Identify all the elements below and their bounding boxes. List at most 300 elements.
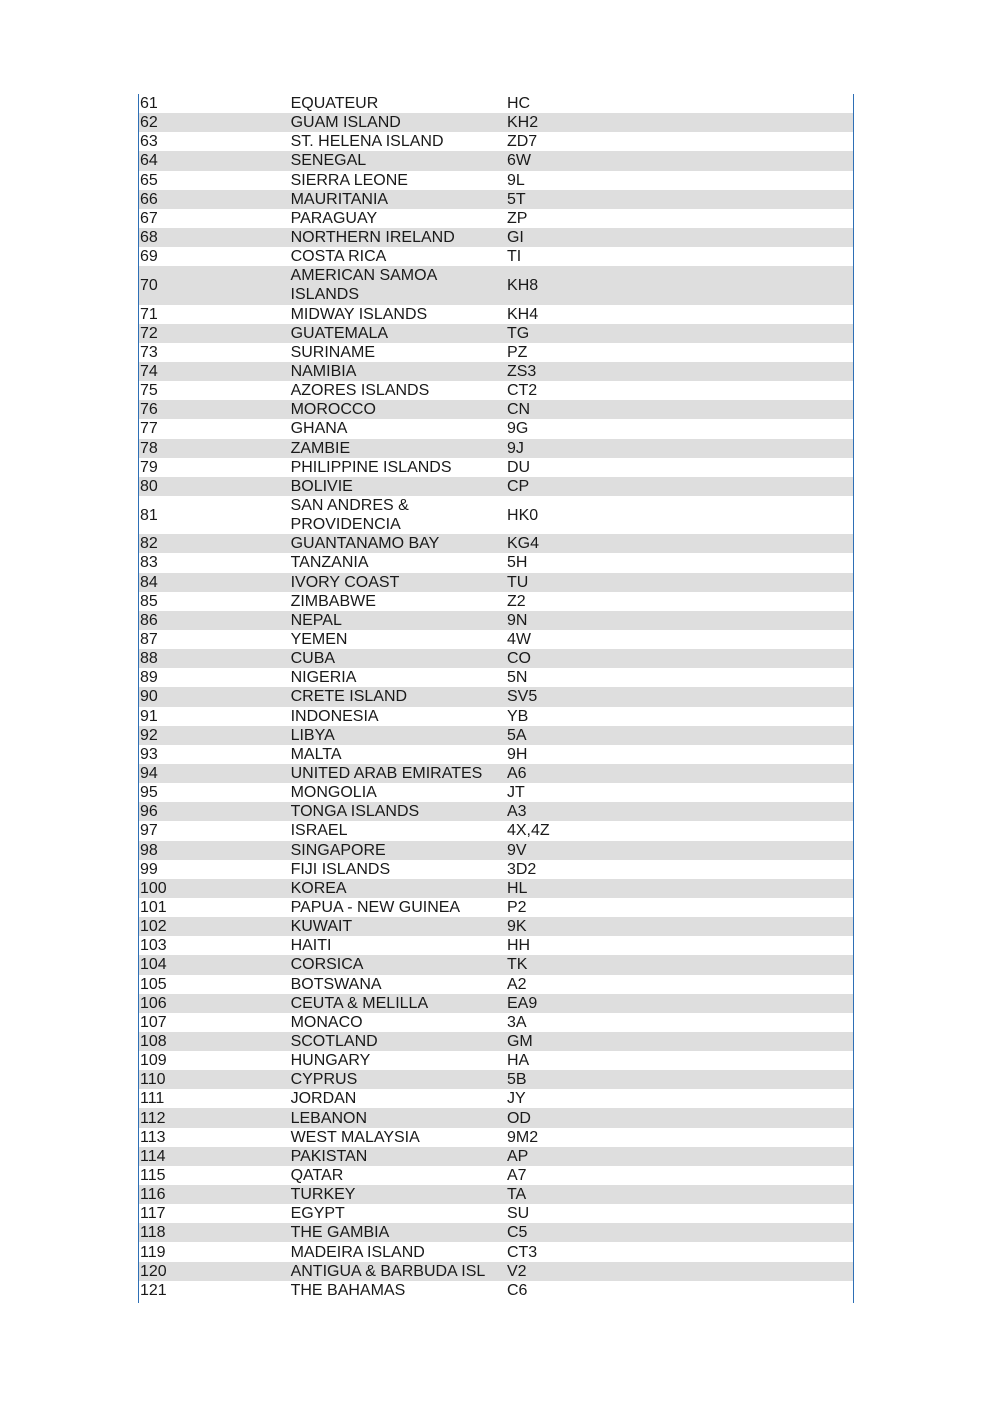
- call-prefix: 4X,4Z: [506, 822, 550, 840]
- table-row: [139, 228, 853, 247]
- empty-cell: [776, 1242, 853, 1261]
- empty-cell: [776, 305, 853, 324]
- country-name: CEUTA & MELILLA: [290, 994, 429, 1012]
- table-row: [139, 94, 853, 113]
- call-prefix: HC: [506, 95, 531, 113]
- call-prefix: 9G: [506, 420, 529, 438]
- call-prefix: 5B: [506, 1071, 527, 1089]
- table-row: [139, 592, 853, 611]
- row-number: 112: [140, 1109, 166, 1127]
- country-name: YEMEN: [290, 631, 348, 649]
- empty-cell: [776, 496, 853, 534]
- row-number: 87: [140, 631, 158, 649]
- table-row: [139, 324, 853, 343]
- empty-cell: [776, 324, 853, 343]
- table-row: [139, 611, 853, 630]
- country-name: NIGERIA: [290, 669, 357, 687]
- empty-cell: [776, 1204, 853, 1223]
- table-row: [139, 305, 853, 324]
- table-row: [139, 1013, 853, 1032]
- row-number: 101: [140, 899, 167, 916]
- empty-cell: [776, 630, 853, 649]
- row-number: 96: [140, 803, 158, 821]
- table-row: [139, 419, 853, 438]
- empty-cell: [776, 1070, 853, 1089]
- country-name: ANTIGUA & BARBUDA ISL: [290, 1262, 486, 1280]
- table-row: [139, 821, 853, 840]
- call-prefix: KG4: [506, 535, 539, 553]
- table-row: [139, 477, 853, 496]
- call-prefix: 5A: [506, 726, 527, 744]
- call-prefix: GI: [506, 229, 524, 247]
- call-prefix: 4W: [506, 631, 531, 649]
- country-name: LEBANON: [290, 1109, 368, 1127]
- country-name: MONGOLIA: [290, 784, 377, 802]
- empty-cell: [776, 1128, 853, 1147]
- row-number: 64: [140, 152, 158, 170]
- empty-cell: [776, 936, 853, 955]
- call-prefix: HA: [506, 1052, 530, 1070]
- table-row: [139, 266, 853, 304]
- table-row: [139, 1242, 853, 1261]
- table-row: [139, 209, 853, 228]
- empty-cell: [776, 707, 853, 726]
- empty-cell: [776, 1032, 853, 1051]
- call-prefix: SV5: [506, 688, 538, 706]
- row-number: 68: [140, 229, 158, 247]
- call-prefix: YB: [506, 707, 529, 725]
- row-number: 97: [140, 822, 158, 840]
- table-body: [139, 94, 853, 1300]
- row-number: 63: [140, 133, 158, 151]
- call-prefix: CO: [506, 650, 531, 668]
- empty-cell: [776, 1281, 853, 1300]
- row-number: 62: [140, 114, 158, 132]
- table-row: [139, 458, 853, 477]
- call-prefix: 9V: [506, 841, 527, 859]
- row-number: 82: [140, 535, 158, 553]
- empty-cell: [776, 1108, 853, 1127]
- country-name: SCOTLAND: [290, 1032, 378, 1050]
- table-row: [139, 1128, 853, 1147]
- empty-cell: [776, 132, 853, 151]
- empty-cell: [776, 209, 853, 228]
- row-number: 81: [140, 506, 158, 524]
- row-number: 107: [140, 1013, 167, 1031]
- table-row: [139, 1281, 853, 1300]
- row-number: 89: [140, 669, 158, 687]
- country-name: GHANA: [290, 420, 348, 438]
- table-row: [139, 343, 853, 362]
- call-prefix: TK: [506, 956, 528, 974]
- call-prefix: 3D2: [506, 860, 537, 878]
- row-number: 85: [140, 592, 158, 610]
- country-name: HAITI: [290, 937, 332, 955]
- country-name: PHILIPPINE ISLANDS: [290, 458, 452, 476]
- call-prefix: 9L: [506, 171, 525, 189]
- row-number: 117: [140, 1205, 166, 1223]
- country-name: PAPUA - NEW GUINEA: [290, 899, 461, 916]
- row-number: 93: [140, 745, 158, 763]
- call-prefix: V2: [506, 1262, 527, 1280]
- table-row: [139, 802, 853, 821]
- country-name: CUBA: [290, 650, 336, 668]
- country-name: TANZANIA: [290, 554, 369, 572]
- country-prefix-table: [138, 94, 854, 1303]
- country-name: JORDAN: [290, 1090, 357, 1108]
- row-number: 77: [140, 420, 158, 438]
- table-row: [139, 1032, 853, 1051]
- empty-cell: [776, 458, 853, 477]
- row-number: 116: [140, 1186, 166, 1204]
- country-name: GUAM ISLAND: [290, 114, 401, 132]
- row-number: 88: [140, 650, 158, 668]
- table-row: [139, 1108, 853, 1127]
- table-row: [139, 1089, 853, 1108]
- country-name: ZAMBIE: [290, 439, 351, 457]
- country-name: NAMIBIA: [290, 363, 357, 381]
- call-prefix: HL: [506, 879, 528, 897]
- table-row: [139, 247, 853, 266]
- country-name: INDONESIA: [290, 707, 379, 725]
- row-number: 99: [140, 860, 158, 878]
- country-name: SURINAME: [290, 343, 376, 361]
- row-number: 103: [140, 937, 167, 955]
- country-name: SAN ANDRES & PROVIDENCIA: [290, 497, 409, 534]
- row-number: 78: [140, 439, 158, 457]
- empty-cell: [776, 841, 853, 860]
- row-number: 110: [140, 1071, 166, 1089]
- table-row: [139, 1204, 853, 1223]
- table-row: [139, 783, 853, 802]
- call-prefix: KH8: [507, 276, 539, 294]
- row-number: 95: [140, 784, 158, 802]
- row-number: 94: [140, 765, 158, 783]
- country-name: GUANTANAMO BAY: [290, 535, 440, 553]
- country-name: SINGAPORE: [290, 841, 386, 859]
- call-prefix: TU: [506, 573, 529, 591]
- table-row: [139, 381, 853, 400]
- country-name: AMERICAN SAMOA ISLANDS: [290, 267, 437, 304]
- empty-cell: [776, 343, 853, 362]
- call-prefix: 5T: [506, 190, 526, 208]
- call-prefix: C5: [506, 1224, 528, 1242]
- country-name: MADEIRA ISLAND: [290, 1243, 425, 1261]
- table-row: [139, 649, 853, 668]
- call-prefix: TI: [506, 248, 522, 266]
- row-number: 119: [140, 1243, 166, 1261]
- country-name: QATAR: [290, 1166, 344, 1184]
- empty-cell: [776, 726, 853, 745]
- row-number: 115: [140, 1166, 166, 1184]
- row-number: 84: [140, 573, 158, 591]
- table-row: [139, 113, 853, 132]
- row-number: 98: [140, 841, 158, 859]
- empty-cell: [776, 477, 853, 496]
- table-row: [139, 1185, 853, 1204]
- country-name: ZIMBABWE: [290, 592, 376, 610]
- empty-cell: [776, 649, 853, 668]
- row-number: 74: [140, 363, 158, 381]
- call-prefix: EA9: [506, 994, 538, 1012]
- table-row: [139, 1147, 853, 1166]
- call-prefix: P2: [506, 899, 527, 916]
- country-name: EGYPT: [290, 1205, 345, 1223]
- table-row: [139, 190, 853, 209]
- empty-cell: [776, 151, 853, 170]
- country-name: FIJI ISLANDS: [290, 860, 391, 878]
- country-name: TURKEY: [290, 1186, 356, 1204]
- row-number: 70: [140, 276, 158, 294]
- country-name: CORSICA: [290, 956, 364, 974]
- call-prefix: 3A: [506, 1013, 527, 1031]
- table-row: [139, 630, 853, 649]
- table-row: [139, 917, 853, 936]
- table-row: [139, 936, 853, 955]
- country-name: KUWAIT: [290, 918, 353, 936]
- row-number: 114: [140, 1147, 166, 1165]
- country-name: IVORY COAST: [290, 573, 400, 591]
- empty-cell: [776, 592, 853, 611]
- country-name: WEST MALAYSIA: [290, 1128, 420, 1146]
- call-prefix: AP: [506, 1147, 529, 1165]
- table-row: [139, 726, 853, 745]
- empty-cell: [776, 975, 853, 994]
- table-row: [139, 496, 853, 534]
- country-name: ST. HELENA ISLAND: [290, 133, 444, 151]
- country-name: MONACO: [290, 1013, 363, 1031]
- call-prefix: A3: [506, 803, 527, 821]
- country-name: BOTSWANA: [290, 975, 382, 993]
- row-number: 75: [140, 382, 158, 400]
- empty-cell: [776, 611, 853, 630]
- country-name: TONGA ISLANDS: [290, 803, 420, 821]
- table-row: [139, 668, 853, 687]
- row-number: 108: [140, 1032, 167, 1050]
- empty-cell: [776, 802, 853, 821]
- call-prefix: 5N: [506, 669, 528, 687]
- table-row: [139, 687, 853, 706]
- row-number: 109: [140, 1052, 167, 1070]
- empty-cell: [776, 879, 853, 898]
- empty-cell: [776, 113, 853, 132]
- call-prefix: 5H: [506, 554, 528, 572]
- call-prefix: CP: [506, 477, 530, 495]
- table-row: [139, 132, 853, 151]
- empty-cell: [776, 94, 853, 113]
- table-row: [139, 1223, 853, 1242]
- table-row: [139, 553, 853, 572]
- call-prefix: HH: [506, 937, 531, 955]
- empty-cell: [776, 783, 853, 802]
- call-prefix: JT: [506, 784, 525, 802]
- empty-cell: [776, 1147, 853, 1166]
- empty-cell: [776, 764, 853, 783]
- row-number: 67: [140, 209, 158, 227]
- row-number: 76: [140, 401, 158, 419]
- call-prefix: TG: [506, 324, 530, 342]
- table-row: [139, 898, 853, 917]
- empty-cell: [776, 400, 853, 419]
- call-prefix: 6W: [506, 152, 531, 170]
- table-row: [139, 879, 853, 898]
- call-prefix: Z2: [506, 592, 526, 610]
- table-row: [139, 1166, 853, 1185]
- empty-cell: [776, 745, 853, 764]
- call-prefix: KH4: [506, 305, 539, 323]
- country-name: NEPAL: [290, 611, 342, 629]
- row-number: 92: [140, 726, 158, 744]
- call-prefix: ZS3: [506, 363, 537, 381]
- call-prefix: CT2: [506, 382, 538, 400]
- country-name: EQUATEUR: [290, 95, 379, 113]
- empty-cell: [776, 1166, 853, 1185]
- empty-cell: [776, 553, 853, 572]
- table-row: [139, 707, 853, 726]
- call-prefix: TA: [506, 1186, 527, 1204]
- call-prefix: A2: [506, 975, 527, 993]
- call-prefix: C6: [506, 1281, 528, 1299]
- table-row: [139, 860, 853, 879]
- country-name: LIBYA: [290, 726, 335, 744]
- call-prefix: JY: [506, 1090, 526, 1108]
- table-row: [139, 841, 853, 860]
- country-name: MIDWAY ISLANDS: [290, 305, 428, 323]
- row-number: 72: [140, 324, 158, 342]
- table-row: [139, 151, 853, 170]
- country-name: NORTHERN IRELAND: [290, 229, 455, 247]
- call-prefix: CT3: [506, 1243, 538, 1261]
- table-row: [139, 534, 853, 553]
- row-number: 61: [140, 95, 158, 113]
- call-prefix: CN: [506, 401, 531, 419]
- row-number: 118: [140, 1224, 166, 1242]
- row-number: 71: [140, 305, 158, 323]
- empty-cell: [776, 821, 853, 840]
- call-prefix: ZP: [506, 209, 528, 227]
- call-prefix: PZ: [506, 343, 528, 361]
- row-number: 102: [140, 918, 167, 936]
- empty-cell: [776, 994, 853, 1013]
- empty-cell: [776, 917, 853, 936]
- call-prefix: A6: [506, 765, 527, 783]
- table-row: [139, 955, 853, 974]
- call-prefix: 9N: [506, 611, 528, 629]
- country-name: THE GAMBIA: [290, 1224, 390, 1242]
- row-number: 111: [140, 1090, 165, 1108]
- row-number: 80: [140, 477, 158, 495]
- call-prefix: DU: [506, 458, 531, 476]
- call-prefix: KH2: [506, 114, 539, 132]
- row-number: 121: [140, 1281, 167, 1299]
- table-row: [139, 171, 853, 190]
- row-number: 79: [140, 458, 158, 476]
- country-name: SENEGAL: [290, 152, 367, 170]
- empty-cell: [776, 1089, 853, 1108]
- table-row: [139, 439, 853, 458]
- empty-cell: [776, 266, 853, 304]
- table-row: [139, 1051, 853, 1070]
- row-number: 90: [140, 688, 158, 706]
- empty-cell: [776, 419, 853, 438]
- row-number: 91: [140, 707, 158, 725]
- table-row: [139, 1262, 853, 1281]
- table-row: [139, 764, 853, 783]
- country-name: CRETE ISLAND: [290, 688, 408, 706]
- empty-cell: [776, 381, 853, 400]
- country-name: UNITED ARAB EMIRATES: [290, 765, 483, 783]
- empty-cell: [776, 668, 853, 687]
- empty-cell: [776, 190, 853, 209]
- table-row: [139, 994, 853, 1013]
- call-prefix: 9K: [506, 918, 527, 936]
- country-name: MAURITANIA: [290, 190, 389, 208]
- country-name: MOROCCO: [290, 401, 376, 419]
- country-name: PAKISTAN: [290, 1147, 368, 1165]
- table-row: [139, 400, 853, 419]
- table-row: [139, 745, 853, 764]
- empty-cell: [776, 1185, 853, 1204]
- row-number: 113: [140, 1128, 166, 1146]
- call-prefix: A7: [506, 1166, 527, 1184]
- empty-cell: [776, 955, 853, 974]
- row-number: 100: [140, 879, 167, 897]
- row-number: 120: [140, 1262, 167, 1280]
- empty-cell: [776, 573, 853, 592]
- table-row: [139, 362, 853, 381]
- row-number: 83: [140, 554, 158, 572]
- empty-cell: [776, 1223, 853, 1242]
- call-prefix: HK0: [507, 506, 539, 524]
- row-number: 106: [140, 994, 167, 1012]
- empty-cell: [776, 247, 853, 266]
- empty-cell: [776, 228, 853, 247]
- country-name: HUNGARY: [290, 1052, 371, 1070]
- call-prefix: OD: [506, 1109, 531, 1127]
- country-name: GUATEMALA: [290, 324, 389, 342]
- table-row: [139, 975, 853, 994]
- country-name: SIERRA LEONE: [290, 171, 408, 189]
- empty-cell: [776, 171, 853, 190]
- empty-cell: [776, 1013, 853, 1032]
- row-number: 104: [140, 956, 167, 974]
- empty-cell: [776, 898, 853, 917]
- empty-cell: [776, 860, 853, 879]
- table-row: [139, 573, 853, 592]
- country-name: MALTA: [290, 745, 342, 763]
- country-name: AZORES ISLANDS: [290, 382, 430, 400]
- empty-cell: [776, 362, 853, 381]
- call-prefix: GM: [506, 1032, 533, 1050]
- country-name: PARAGUAY: [290, 209, 378, 227]
- empty-cell: [776, 1262, 853, 1281]
- call-prefix: ZD7: [506, 133, 538, 151]
- row-number: 86: [140, 611, 158, 629]
- country-name: BOLIVIE: [290, 477, 353, 495]
- country-name: CYPRUS: [290, 1071, 358, 1089]
- call-prefix: 9M2: [506, 1128, 539, 1146]
- row-number: 105: [140, 975, 167, 993]
- row-number: 66: [140, 190, 158, 208]
- table-row: [139, 1070, 853, 1089]
- empty-cell: [776, 687, 853, 706]
- row-number: 65: [140, 171, 158, 189]
- empty-cell: [776, 439, 853, 458]
- row-number: 73: [140, 343, 158, 361]
- empty-cell: [776, 1051, 853, 1070]
- empty-cell: [776, 534, 853, 553]
- country-name: ISRAEL: [290, 822, 348, 840]
